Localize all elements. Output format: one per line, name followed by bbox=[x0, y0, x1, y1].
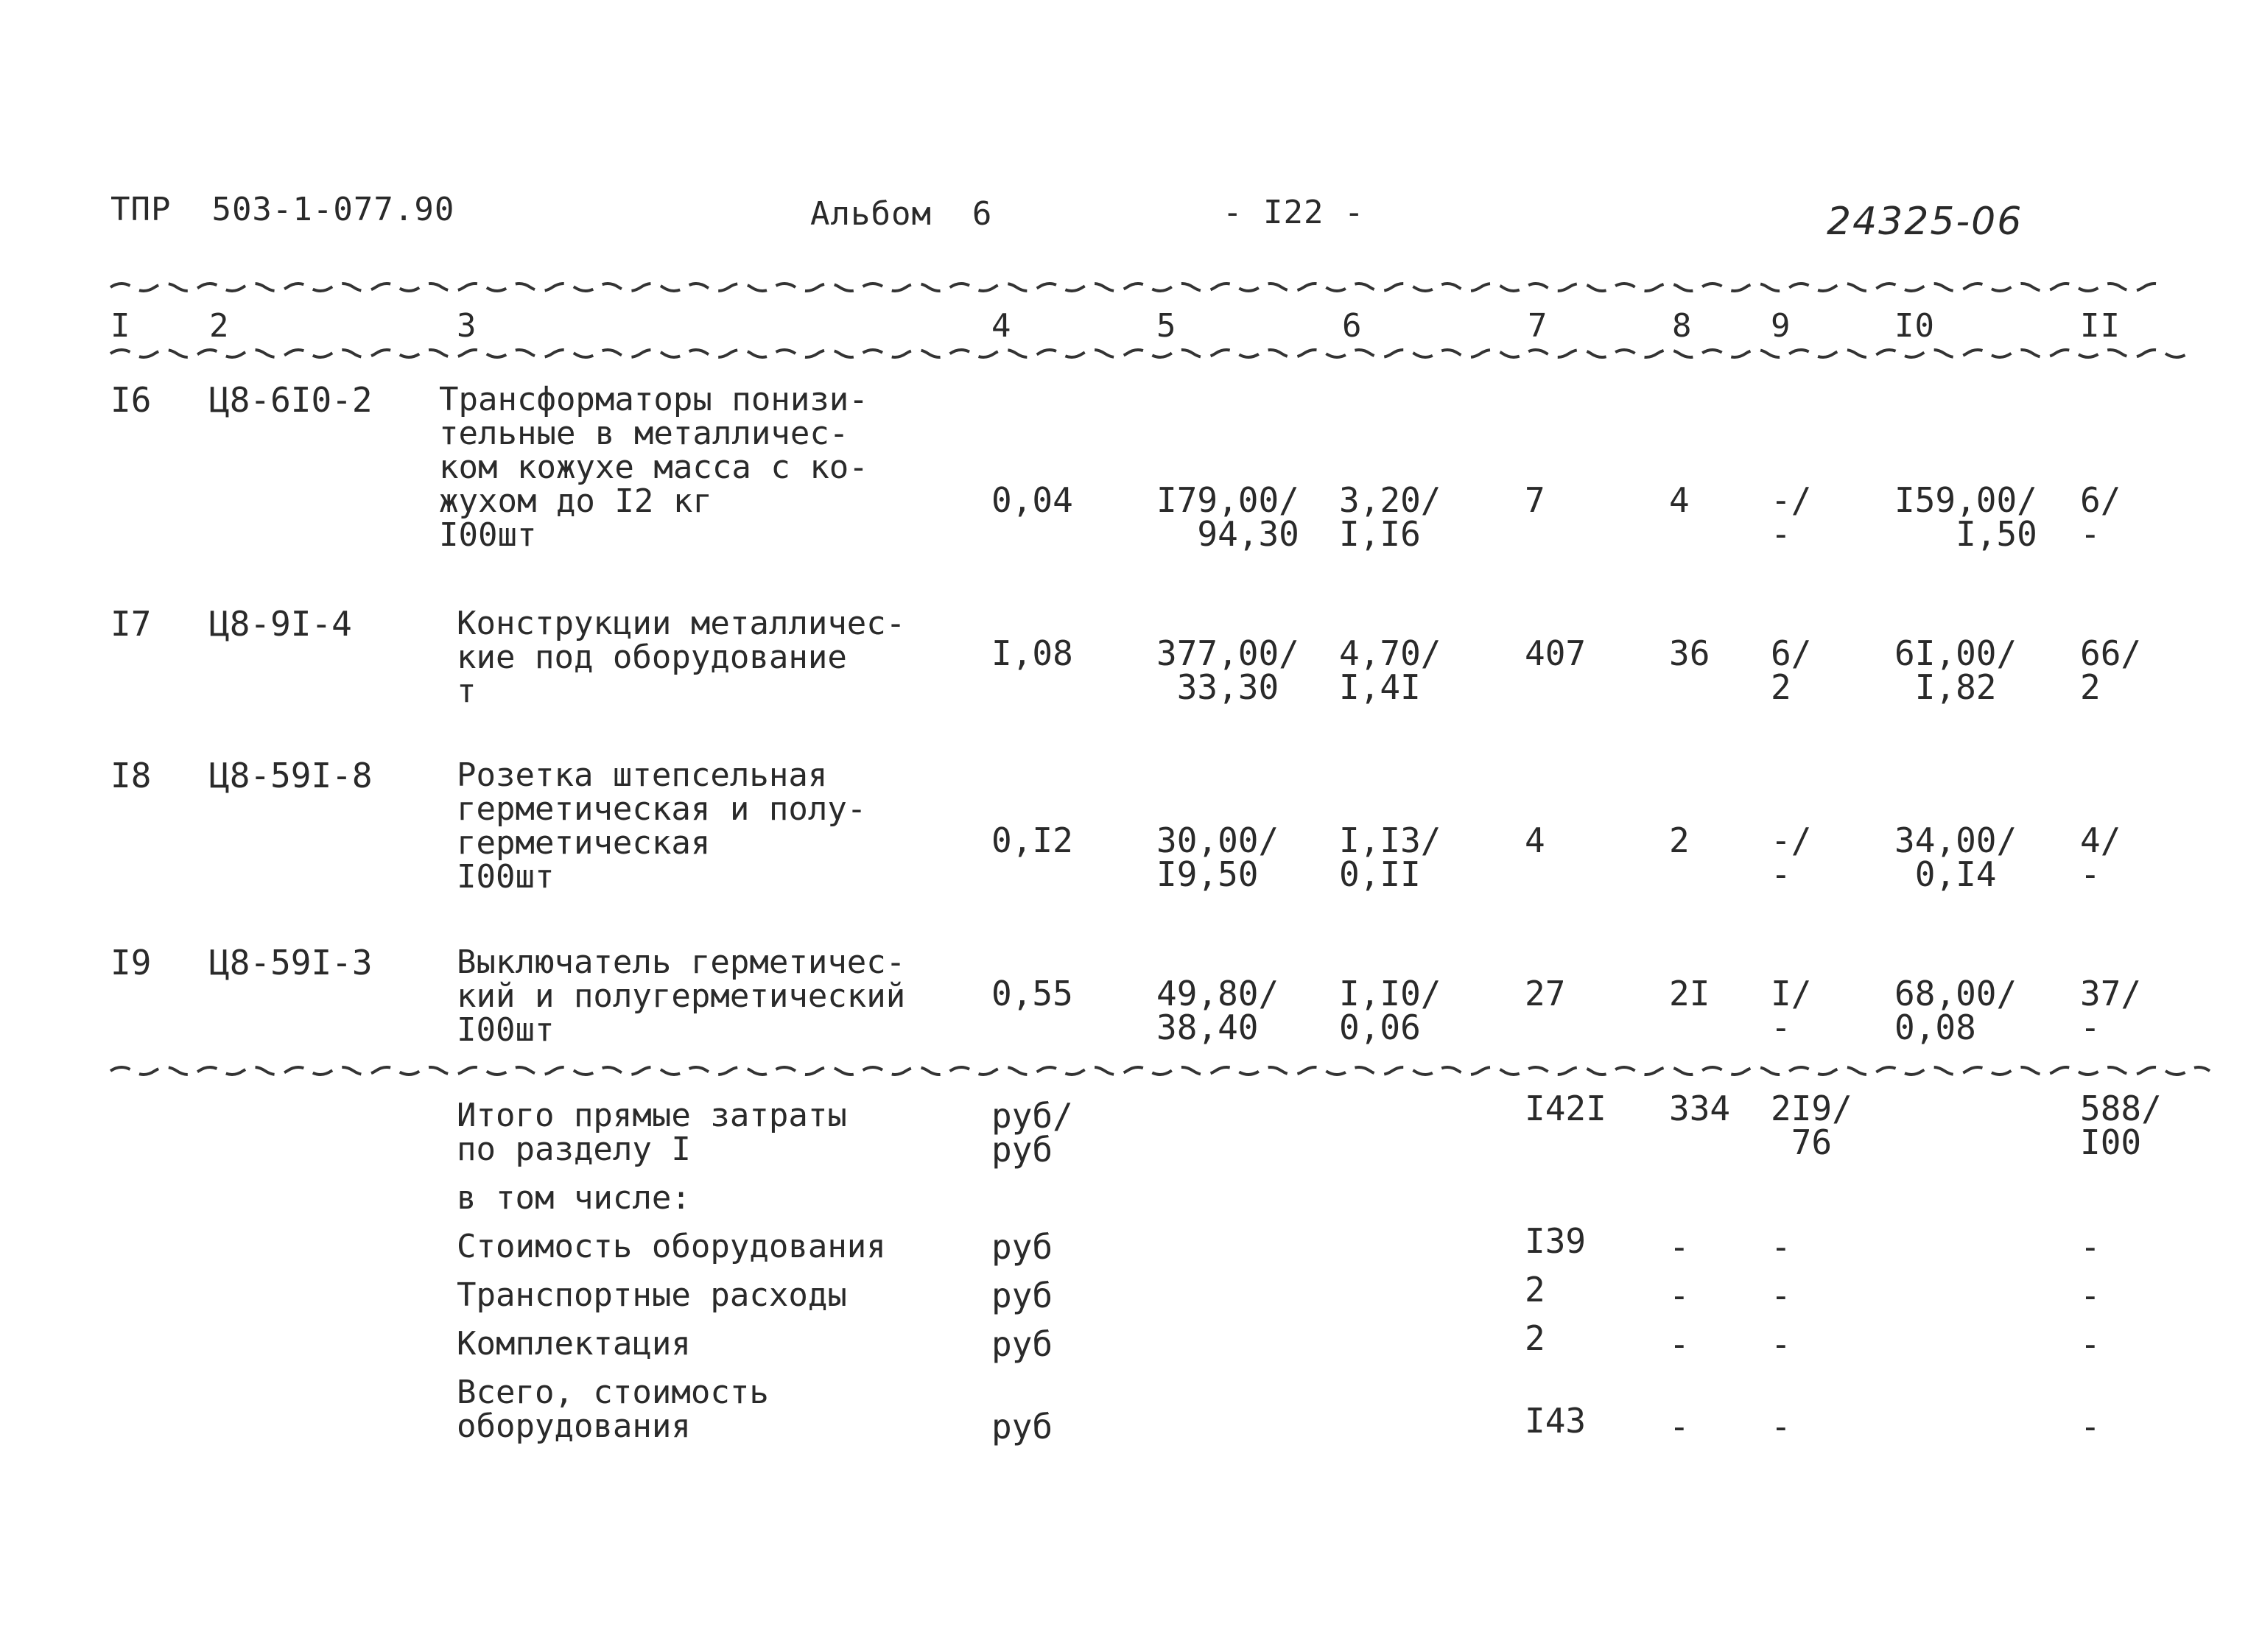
totals-c8: - bbox=[1669, 1407, 1690, 1447]
total-wage: 2 bbox=[1669, 820, 1690, 860]
quantity: I,08 bbox=[991, 633, 1073, 673]
totals-c11: 588/ I00 bbox=[2080, 1089, 2162, 1162]
quantity: 0,55 bbox=[991, 974, 1073, 1013]
machine-cost: 6/ 2 bbox=[1771, 633, 1812, 707]
total-cost: 7 bbox=[1525, 480, 1545, 520]
column-header-5: 5 bbox=[1156, 307, 1177, 345]
totals-unit: руб bbox=[991, 1324, 1053, 1364]
totals-c7: I39 bbox=[1525, 1221, 1587, 1261]
row-number: I6 bbox=[110, 380, 152, 420]
row-number: I7 bbox=[110, 604, 152, 644]
totals-c8: - bbox=[1669, 1227, 1690, 1267]
totals-c8: 334 bbox=[1669, 1089, 1731, 1128]
totals-unit: руб bbox=[991, 1227, 1053, 1267]
totals-c11: - bbox=[2080, 1276, 2101, 1315]
quantity: 0,04 bbox=[991, 480, 1073, 520]
item-description: Выключатель герметичес- кий и полугерметический I00шт bbox=[457, 943, 906, 1049]
item-description: Конструкции металличес- кие под оборудование т bbox=[457, 605, 906, 710]
totals-c7: 2 bbox=[1525, 1318, 1545, 1358]
totals-c9: - bbox=[1771, 1227, 1791, 1267]
labor-total: 6/ - bbox=[2080, 480, 2121, 554]
column-header-8: 8 bbox=[1672, 307, 1693, 345]
total-wage: 2I bbox=[1669, 974, 1710, 1013]
total-wage: 36 bbox=[1669, 633, 1710, 673]
labor-total: 4/ - bbox=[2080, 820, 2121, 894]
totals-c8: - bbox=[1669, 1276, 1690, 1315]
totals-label-including: в том числе: bbox=[457, 1179, 691, 1217]
price-code: Ц8-6I0-2 bbox=[209, 380, 373, 420]
totals-c7: I43 bbox=[1525, 1401, 1587, 1441]
unit-cost: 377,00/ 33,30 bbox=[1156, 633, 1299, 707]
item-description: Розетка штепсельная герметическая и полу- герметическая I00шт bbox=[457, 756, 867, 896]
totals-label-equipment-cost: Стоимость оборудования bbox=[457, 1228, 886, 1265]
machine-cost: -/ - bbox=[1771, 480, 1812, 554]
labor-unit: 34,00/ 0,I4 bbox=[1894, 820, 2017, 894]
totals-unit: руб bbox=[991, 1276, 1053, 1315]
column-header-7: 7 bbox=[1528, 307, 1548, 345]
labor-unit: I59,00/ I,50 bbox=[1894, 480, 2037, 554]
column-header-10: I0 bbox=[1894, 307, 1935, 345]
column-header-11: II bbox=[2080, 307, 2121, 345]
wage-cost: I,I0/ 0,06 bbox=[1339, 974, 1441, 1047]
price-code: Ц8-59I-8 bbox=[209, 756, 373, 795]
album-label: Альбом 6 bbox=[810, 195, 993, 233]
column-header-6: 6 bbox=[1342, 307, 1363, 345]
column-header-2: 2 bbox=[209, 307, 230, 345]
row-number: I8 bbox=[110, 756, 152, 795]
price-code: Ц8-9I-4 bbox=[209, 604, 352, 644]
quantity: 0,I2 bbox=[991, 820, 1073, 860]
top-separator-line bbox=[0, 280, 2262, 295]
row-number: I9 bbox=[110, 943, 152, 983]
machine-cost: I/ - bbox=[1771, 974, 1812, 1047]
total-wage: 4 bbox=[1669, 480, 1690, 520]
unit-cost: 30,00/ I9,50 bbox=[1156, 820, 1279, 894]
column-header-4: 4 bbox=[991, 307, 1012, 345]
totals-c7: 2 bbox=[1525, 1270, 1545, 1310]
totals-unit: руб/ руб bbox=[991, 1096, 1073, 1170]
totals-label-completion: Комплектация bbox=[457, 1325, 691, 1363]
item-description: Трансформаторы понизи- тельные в металличес- ком кожухе масса с ко- жухом до I2 кг I00шт bbox=[439, 381, 868, 554]
totals-label-transport: Транспортные расходы bbox=[457, 1276, 847, 1314]
unit-cost: I79,00/ 94,30 bbox=[1156, 480, 1299, 554]
totals-c9: - bbox=[1771, 1276, 1791, 1315]
totals-c7: I42I bbox=[1525, 1089, 1606, 1128]
totals-label-direct-costs: Итого прямые затраты по разделу I bbox=[457, 1097, 847, 1168]
labor-unit: 6I,00/ I,82 bbox=[1894, 633, 2017, 707]
total-cost: 27 bbox=[1525, 974, 1566, 1013]
totals-c8: - bbox=[1669, 1324, 1690, 1364]
total-cost: 4 bbox=[1525, 820, 1545, 860]
wage-cost: 4,70/ I,4I bbox=[1339, 633, 1441, 707]
sheet-number: 24325-06 bbox=[1827, 200, 2023, 244]
totals-label-total-equipment: Всего, стоимость оборудования bbox=[457, 1374, 769, 1445]
price-code: Ц8-59I-3 bbox=[209, 943, 373, 983]
column-header-3: 3 bbox=[457, 307, 477, 345]
totals-c11: - bbox=[2080, 1407, 2101, 1447]
column-header-1: I bbox=[110, 307, 131, 345]
document-code: ТПР 503-1-077.90 bbox=[110, 191, 455, 228]
labor-total: 66/ 2 bbox=[2080, 633, 2142, 707]
totals-c9: 2I9/ 76 bbox=[1771, 1089, 1852, 1162]
machine-cost: -/ - bbox=[1771, 820, 1812, 894]
totals-c11: - bbox=[2080, 1324, 2101, 1364]
total-cost: 407 bbox=[1525, 633, 1587, 673]
header-separator-line bbox=[0, 346, 2262, 361]
wage-cost: I,I3/ 0,II bbox=[1339, 820, 1441, 894]
unit-cost: 49,80/ 38,40 bbox=[1156, 974, 1279, 1047]
totals-c11: - bbox=[2080, 1227, 2101, 1267]
labor-total: 37/ - bbox=[2080, 974, 2142, 1047]
totals-c9: - bbox=[1771, 1324, 1791, 1364]
column-header-9: 9 bbox=[1771, 307, 1791, 345]
labor-unit: 68,00/ 0,08 bbox=[1894, 974, 2017, 1047]
totals-unit: руб bbox=[991, 1407, 1053, 1447]
totals-c9: - bbox=[1771, 1407, 1791, 1447]
wage-cost: 3,20/ I,I6 bbox=[1339, 480, 1441, 554]
page-number: - I22 - bbox=[1223, 194, 1365, 231]
totals-separator-line bbox=[0, 1064, 2262, 1078]
